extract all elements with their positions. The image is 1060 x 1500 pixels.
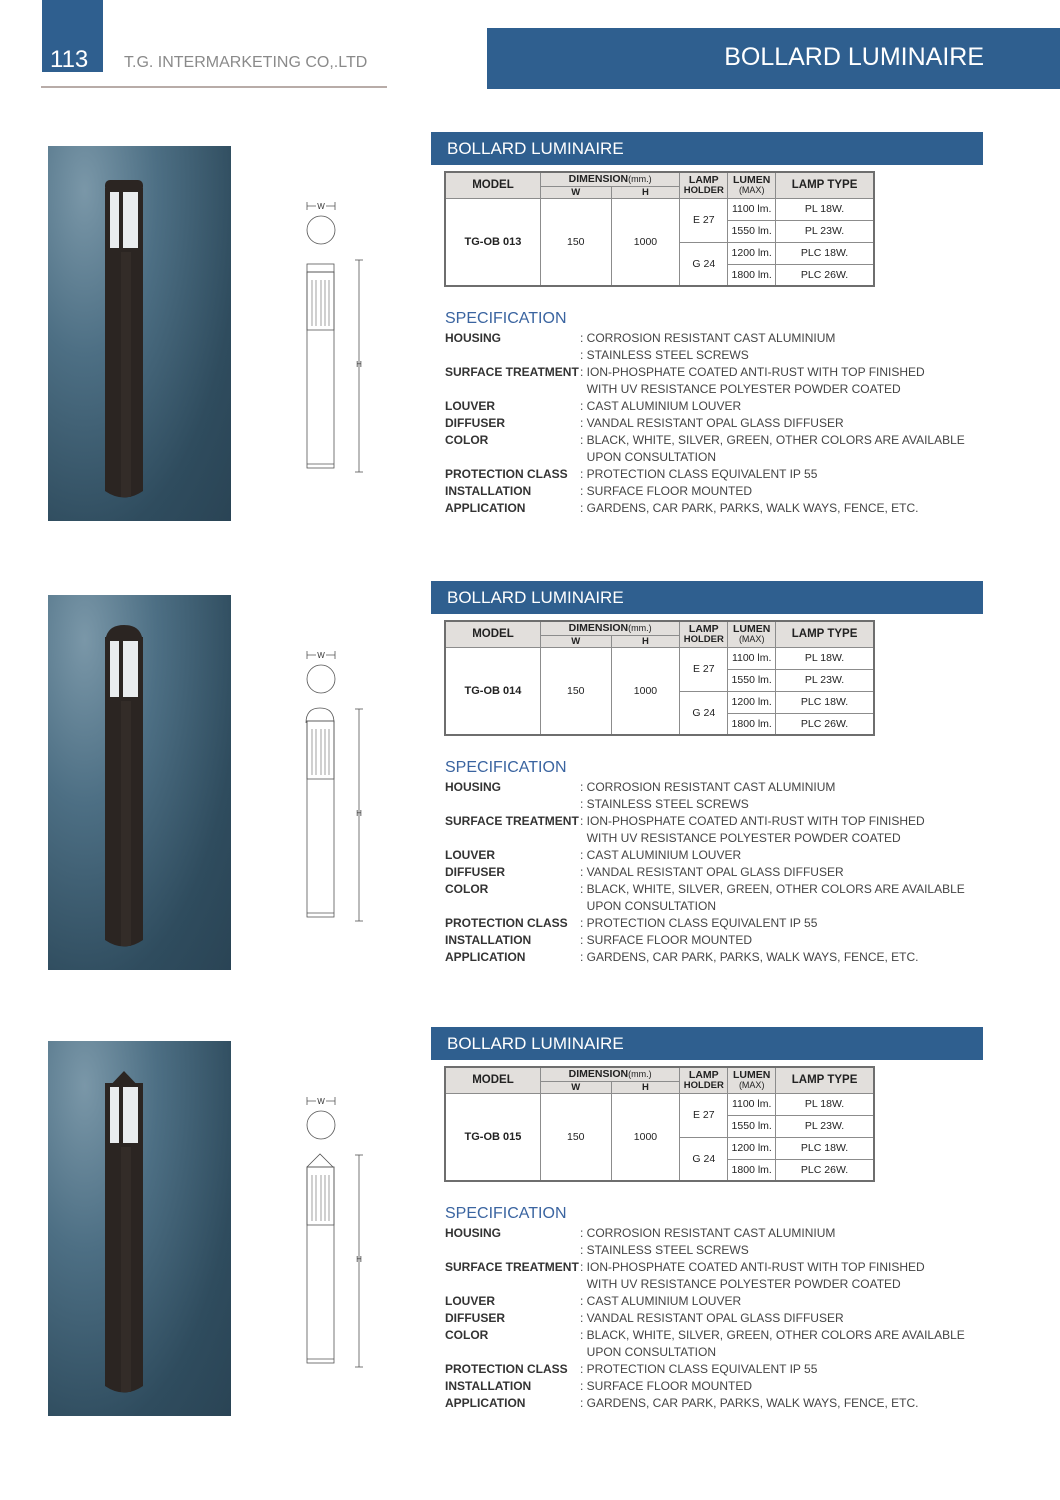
company-name: T.G. INTERMARKETING CO,.LTD [124, 54, 368, 71]
spec-row [445, 449, 965, 466]
specification-heading: SPECIFICATION [445, 759, 567, 776]
spec-label: HOUSING [445, 1226, 502, 1240]
lumen-cell: 1200 lm. [728, 691, 776, 713]
spec-row [445, 932, 965, 949]
width-cell: 150 [540, 647, 611, 735]
spec-value: : CORROSION RESISTANT CAST ALUMINIUM [580, 780, 836, 794]
width-cell: 150 [540, 198, 611, 286]
page-title-bar [487, 28, 1060, 89]
width-label: W [317, 1097, 325, 1106]
lamp-type-cell: PLC 18W. [776, 242, 874, 264]
height-label: H [356, 809, 362, 818]
spec-value: : SURFACE FLOOR MOUNTED [580, 933, 753, 947]
spec-row [445, 1378, 965, 1395]
spec-row [445, 949, 965, 966]
spec-label: LOUVER [445, 399, 496, 413]
product-section [0, 139, 1060, 586]
section-title: BOLLARD LUMINAIRE [447, 1034, 624, 1053]
spec-value: : GARDENS, CAR PARK, PARKS, WALK WAYS, FENCE, ETC. [580, 950, 919, 964]
lumen-cell: 1100 lm. [728, 647, 776, 669]
col-header-lumen: LUMEN (MAX) [728, 172, 776, 198]
holder-cell: E 27 [680, 647, 728, 691]
spec-row [445, 898, 965, 915]
spec-value: : CORROSION RESISTANT CAST ALUMINIUM [580, 1226, 836, 1240]
lamp-type-cell: PL 18W. [776, 647, 874, 669]
width-label: W [317, 651, 325, 660]
specification-heading: SPECIFICATION [445, 1205, 567, 1222]
spec-label: PROTECTION CLASS [445, 1362, 568, 1376]
spec-label: SURFACE TREATMENT [445, 1260, 579, 1274]
lamp-type-cell: PL 18W. [776, 198, 874, 220]
spec-value: UPON CONSULTATION [580, 899, 717, 913]
spec-row [445, 1327, 965, 1344]
spec-value: : ION-PHOSPHATE COATED ANTI-RUST WITH TOP FINISHED [580, 1260, 925, 1274]
spec-value: : BLACK, WHITE, SILVER, GREEN, OTHER COLORS ARE AVAILABLE [580, 882, 965, 896]
page-number: 113 [50, 46, 89, 73]
col-header-dimension: DIMENSION(mm.) [540, 621, 679, 635]
section-title-bar [431, 581, 983, 614]
spec-value: : SURFACE FLOOR MOUNTED [580, 1379, 753, 1393]
lumen-cell: 1200 lm. [728, 242, 776, 264]
lamp-type-cell: PLC 26W. [776, 1159, 874, 1181]
spec-label: INSTALLATION [445, 933, 532, 947]
spec-row [445, 1395, 965, 1412]
spec-value: WITH UV RESISTANCE POLYESTER POWDER COATED [580, 1277, 901, 1291]
spec-value: : ION-PHOSPHATE COATED ANTI-RUST WITH TOP FINISHED [580, 365, 925, 379]
product-table [444, 171, 875, 287]
spec-value: : BLACK, WHITE, SILVER, GREEN, OTHER COLORS ARE AVAILABLE [580, 433, 965, 447]
product-section [0, 588, 1060, 1035]
height-cell: 1000 [611, 647, 680, 735]
spec-label: HOUSING [445, 780, 502, 794]
col-header-w: W [540, 1081, 611, 1093]
spec-value: : CORROSION RESISTANT CAST ALUMINIUM [580, 331, 836, 345]
spec-row [445, 381, 965, 398]
spec-label: DIFFUSER [445, 865, 505, 879]
spec-row [445, 1225, 965, 1242]
spec-label [445, 796, 580, 813]
lamp-type-cell: PL 23W. [776, 669, 874, 691]
spec-row [445, 347, 965, 364]
product-table [444, 1066, 875, 1182]
header-divider [41, 86, 387, 88]
height-label: H [356, 1255, 362, 1264]
product-photo [48, 146, 231, 521]
col-header-lamp-holder: LAMP HOLDER [680, 1067, 728, 1093]
spec-row [445, 1361, 965, 1378]
lamp-type-cell: PL 18W. [776, 1093, 874, 1115]
lumen-cell: 1800 lm. [728, 1159, 776, 1181]
lamp-type-cell: PLC 26W. [776, 264, 874, 286]
lumen-cell: 1100 lm. [728, 1093, 776, 1115]
lamp-type-cell: PLC 18W. [776, 1137, 874, 1159]
spec-value: : CAST ALUMINIUM LOUVER [580, 399, 742, 413]
product-section [0, 1034, 1060, 1481]
col-header-h: H [611, 186, 680, 198]
col-header-model: MODEL [445, 1067, 540, 1093]
lumen-cell: 1200 lm. [728, 1137, 776, 1159]
spec-label: LOUVER [445, 1294, 496, 1308]
spec-value: : STAINLESS STEEL SCREWS [580, 797, 749, 811]
spec-label: APPLICATION [445, 950, 526, 964]
spec-label [445, 1276, 580, 1293]
spec-value: WITH UV RESISTANCE POLYESTER POWDER COATED [580, 382, 901, 396]
lamp-type-cell: PLC 26W. [776, 713, 874, 735]
section-title-bar [431, 1027, 983, 1060]
spec-row [445, 432, 965, 449]
spec-label: HOUSING [445, 331, 502, 345]
spec-row [445, 398, 965, 415]
spec-row [445, 364, 965, 381]
product-photo [48, 595, 231, 970]
spec-value: UPON CONSULTATION [580, 1345, 717, 1359]
spec-label: LOUVER [445, 848, 496, 862]
spec-row [445, 483, 965, 500]
spec-value: : STAINLESS STEEL SCREWS [580, 348, 749, 362]
model-cell: TG-OB 014 [445, 647, 540, 735]
height-label: H [356, 360, 362, 369]
col-header-lamp-type: LAMP TYPE [776, 1067, 874, 1093]
spec-label: COLOR [445, 433, 489, 447]
spec-label: COLOR [445, 882, 489, 896]
spec-value: : PROTECTION CLASS EQUIVALENT IP 55 [580, 1362, 818, 1376]
height-cell: 1000 [611, 198, 680, 286]
spec-label: SURFACE TREATMENT [445, 814, 579, 828]
col-header-model: MODEL [445, 621, 540, 647]
col-header-lamp-type: LAMP TYPE [776, 621, 874, 647]
lumen-cell: 1550 lm. [728, 1115, 776, 1137]
col-header-h: H [611, 635, 680, 647]
dimension-drawing [290, 146, 380, 521]
section-title: BOLLARD LUMINAIRE [447, 139, 624, 158]
spec-row [445, 1276, 965, 1293]
width-label: W [317, 202, 325, 211]
spec-value: : VANDAL RESISTANT OPAL GLASS DIFFUSER [580, 1311, 844, 1325]
spec-value: : BLACK, WHITE, SILVER, GREEN, OTHER COLORS ARE AVAILABLE [580, 1328, 965, 1342]
col-header-lumen: LUMEN (MAX) [728, 621, 776, 647]
col-header-dimension: DIMENSION(mm.) [540, 172, 679, 186]
model-cell: TG-OB 013 [445, 198, 540, 286]
spec-label: COLOR [445, 1328, 489, 1342]
spec-value: : GARDENS, CAR PARK, PARKS, WALK WAYS, FENCE, ETC. [580, 1396, 919, 1410]
spec-value: : CAST ALUMINIUM LOUVER [580, 848, 742, 862]
spec-label [445, 1344, 580, 1361]
lumen-cell: 1550 lm. [728, 669, 776, 691]
section-title: BOLLARD LUMINAIRE [447, 588, 624, 607]
spec-label: APPLICATION [445, 501, 526, 515]
spec-label: INSTALLATION [445, 1379, 532, 1393]
spec-label: SURFACE TREATMENT [445, 365, 579, 379]
spec-row [445, 881, 965, 898]
spec-label: APPLICATION [445, 1396, 526, 1410]
holder-cell: E 27 [680, 1093, 728, 1137]
col-header-lamp-type: LAMP TYPE [776, 172, 874, 198]
spec-label [445, 449, 580, 466]
spec-row [445, 1344, 965, 1361]
spec-label: PROTECTION CLASS [445, 467, 568, 481]
spec-row [445, 1293, 965, 1310]
holder-cell: G 24 [680, 1137, 728, 1181]
lumen-cell: 1100 lm. [728, 198, 776, 220]
height-cell: 1000 [611, 1093, 680, 1181]
width-cell: 150 [540, 1093, 611, 1181]
dimension-drawing [290, 595, 380, 970]
col-header-model: MODEL [445, 172, 540, 198]
spec-row [445, 864, 965, 881]
page-title: BOLLARD LUMINAIRE [724, 43, 984, 71]
specification-list [445, 330, 965, 517]
spec-value: : PROTECTION CLASS EQUIVALENT IP 55 [580, 916, 818, 930]
spec-row [445, 466, 965, 483]
spec-value: : GARDENS, CAR PARK, PARKS, WALK WAYS, FENCE, ETC. [580, 501, 919, 515]
col-header-h: H [611, 1081, 680, 1093]
spec-value: : SURFACE FLOOR MOUNTED [580, 484, 753, 498]
spec-value: : VANDAL RESISTANT OPAL GLASS DIFFUSER [580, 865, 844, 879]
specification-list [445, 1225, 965, 1412]
spec-label: PROTECTION CLASS [445, 916, 568, 930]
holder-cell: G 24 [680, 691, 728, 735]
spec-row [445, 779, 965, 796]
col-header-lamp-holder: LAMP HOLDER [680, 621, 728, 647]
spec-label [445, 381, 580, 398]
spec-row [445, 847, 965, 864]
specification-heading: SPECIFICATION [445, 310, 567, 327]
spec-value: : PROTECTION CLASS EQUIVALENT IP 55 [580, 467, 818, 481]
model-cell: TG-OB 015 [445, 1093, 540, 1181]
col-header-lamp-holder: LAMP HOLDER [680, 172, 728, 198]
lamp-type-cell: PL 23W. [776, 220, 874, 242]
spec-value: UPON CONSULTATION [580, 450, 717, 464]
spec-label [445, 898, 580, 915]
spec-label: DIFFUSER [445, 416, 505, 430]
spec-label [445, 1242, 580, 1259]
spec-label: DIFFUSER [445, 1311, 505, 1325]
spec-value: : ION-PHOSPHATE COATED ANTI-RUST WITH TOP FINISHED [580, 814, 925, 828]
col-header-lumen: LUMEN (MAX) [728, 1067, 776, 1093]
specification-list [445, 779, 965, 966]
spec-label: INSTALLATION [445, 484, 532, 498]
spec-value: : CAST ALUMINIUM LOUVER [580, 1294, 742, 1308]
holder-cell: G 24 [680, 242, 728, 286]
spec-value: : STAINLESS STEEL SCREWS [580, 1243, 749, 1257]
spec-row [445, 1242, 965, 1259]
lumen-cell: 1800 lm. [728, 713, 776, 735]
spec-row [445, 415, 965, 432]
spec-row [445, 500, 965, 517]
section-title-bar [431, 132, 983, 165]
col-header-w: W [540, 186, 611, 198]
product-photo [48, 1041, 231, 1416]
lumen-cell: 1550 lm. [728, 220, 776, 242]
lamp-type-cell: PLC 18W. [776, 691, 874, 713]
dimension-drawing [290, 1041, 380, 1416]
spec-row [445, 830, 965, 847]
col-header-dimension: DIMENSION(mm.) [540, 1067, 679, 1081]
spec-row [445, 796, 965, 813]
holder-cell: E 27 [680, 198, 728, 242]
spec-label [445, 830, 580, 847]
col-header-w: W [540, 635, 611, 647]
spec-value: WITH UV RESISTANCE POLYESTER POWDER COATED [580, 831, 901, 845]
spec-value: : VANDAL RESISTANT OPAL GLASS DIFFUSER [580, 416, 844, 430]
spec-row [445, 330, 965, 347]
spec-row [445, 915, 965, 932]
lumen-cell: 1800 lm. [728, 264, 776, 286]
spec-label [445, 347, 580, 364]
spec-row [445, 1259, 965, 1276]
product-table [444, 620, 875, 736]
lamp-type-cell: PL 23W. [776, 1115, 874, 1137]
spec-row [445, 1310, 965, 1327]
spec-row [445, 813, 965, 830]
